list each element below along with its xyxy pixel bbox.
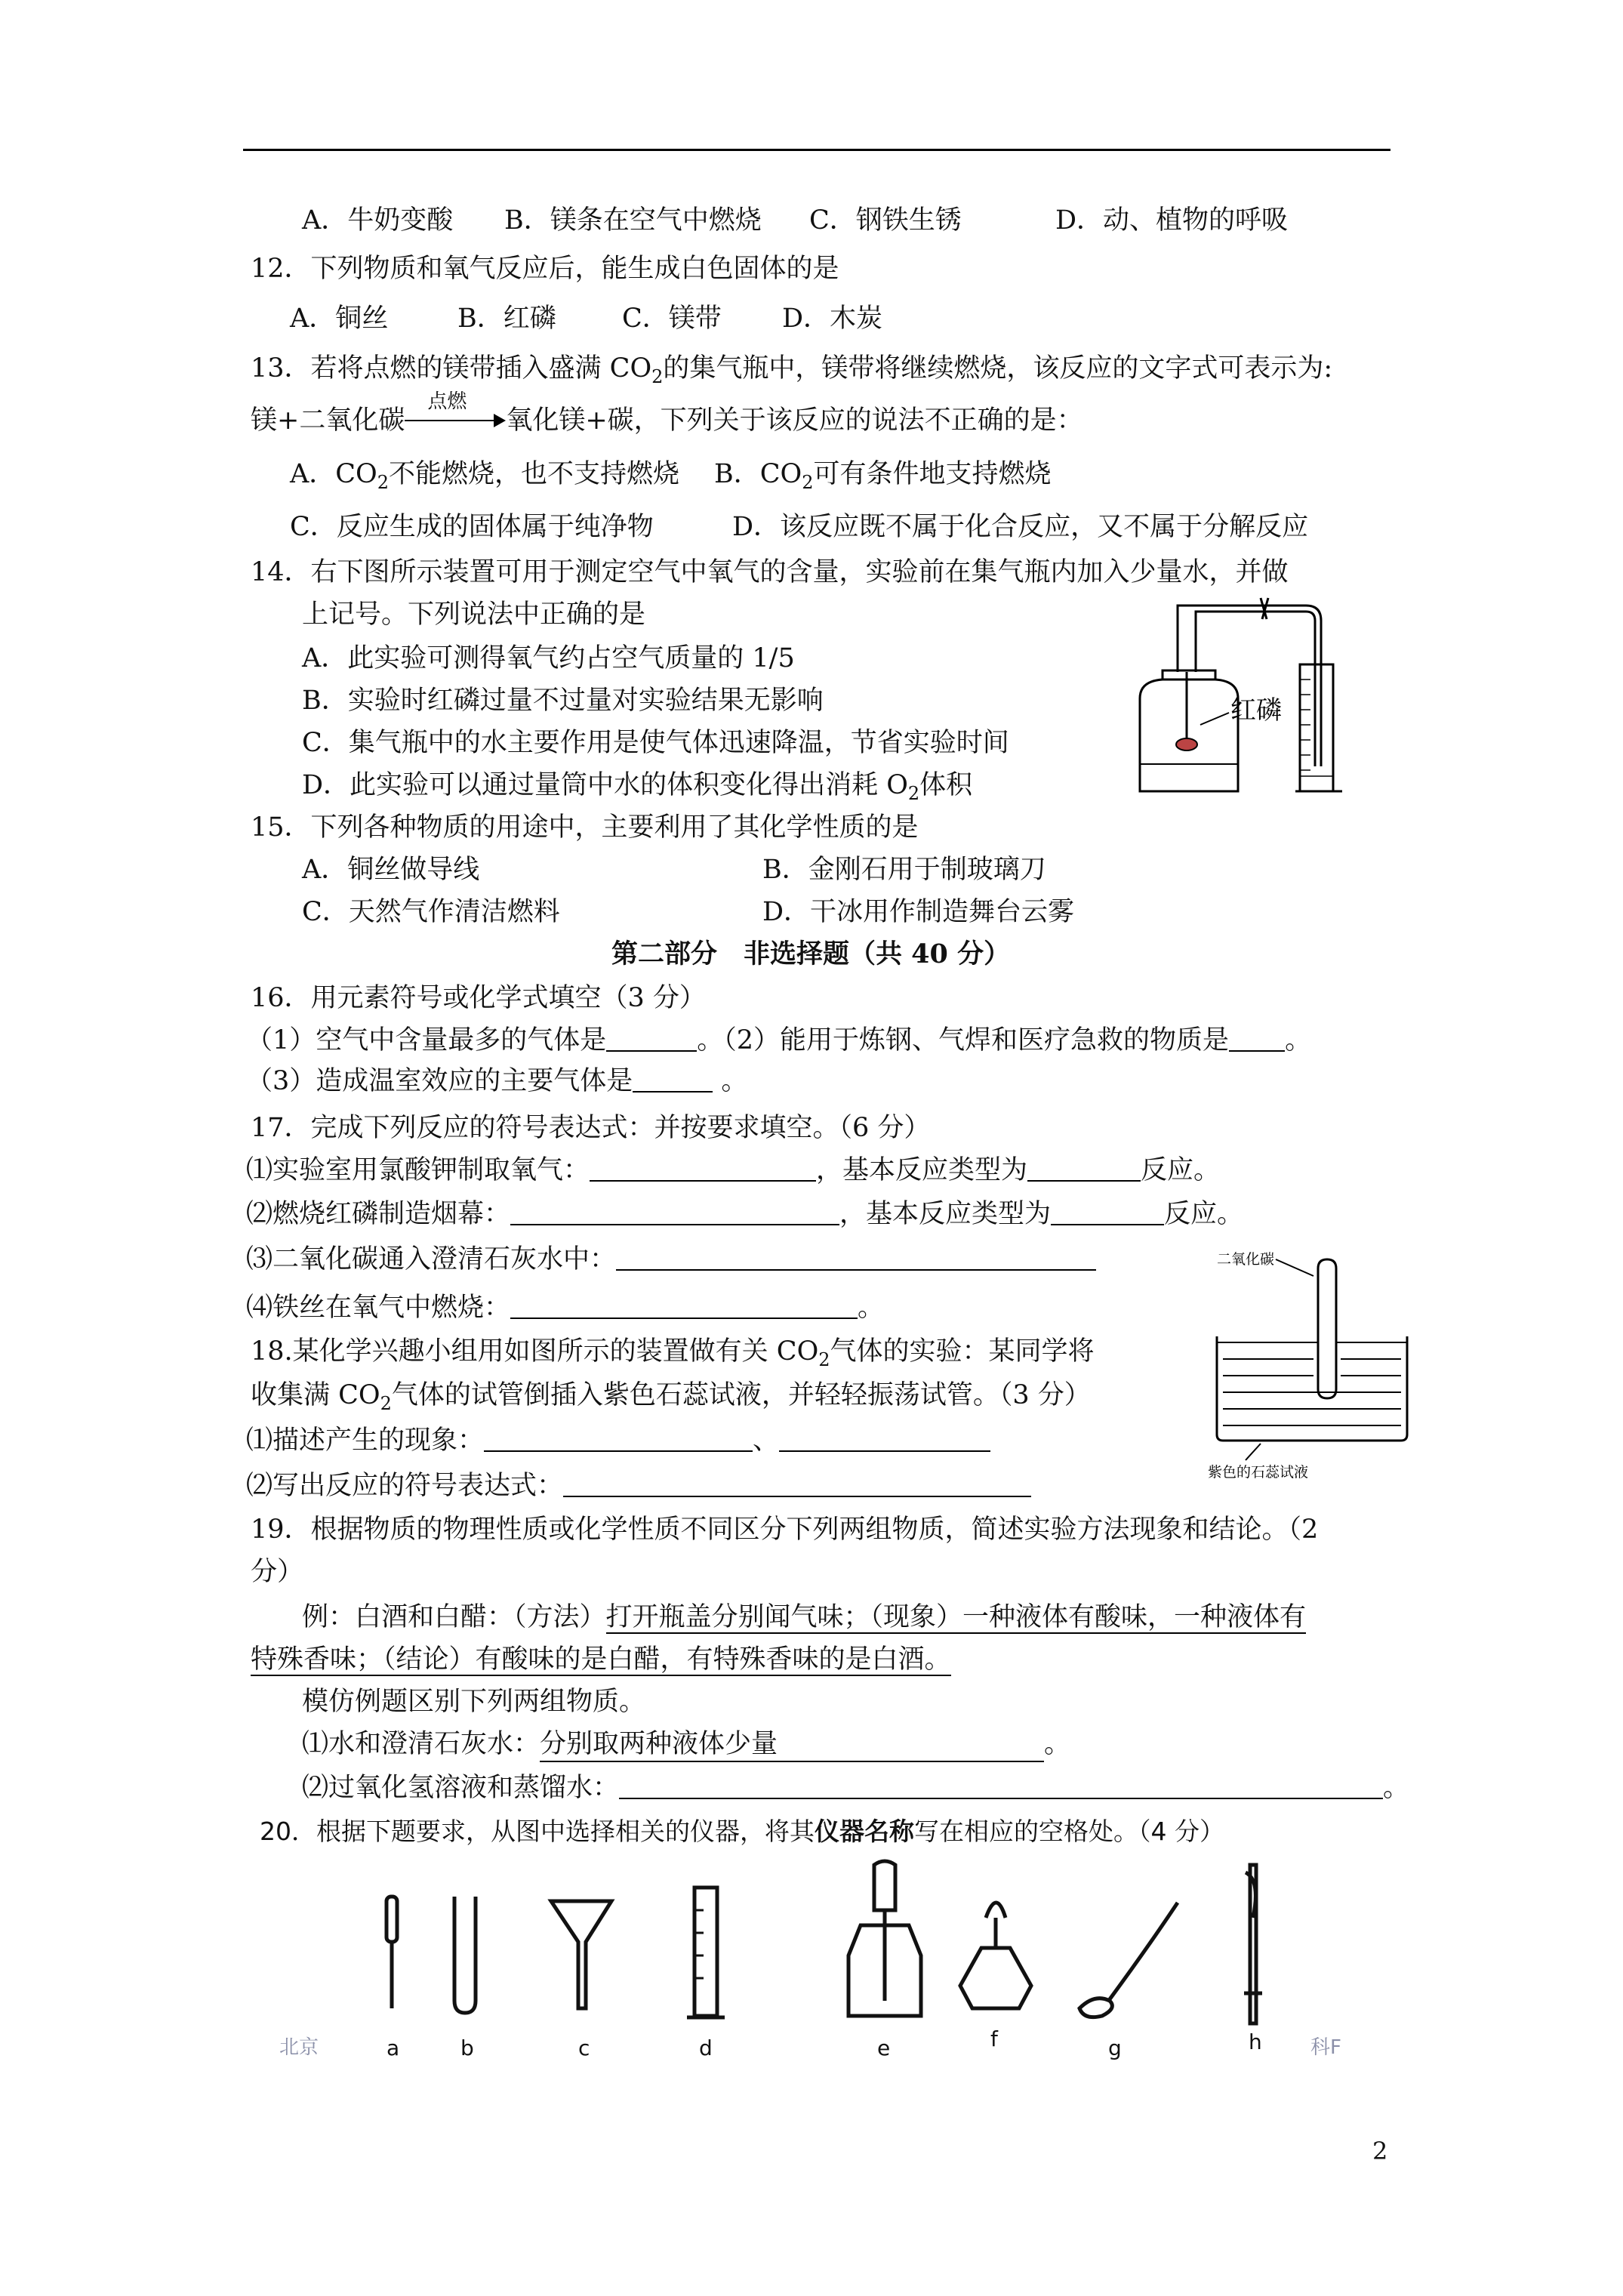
q18-answer-blank-1[interactable] (484, 1425, 753, 1452)
q14-stem-line1: 14．右下图所示装置可用于测定空气中氧气的含量，实验前在集气瓶内加入少量水，并做 (251, 557, 1289, 587)
q12-option-b: B．红磷 (457, 304, 556, 334)
reaction-arrow: 点燃 (405, 403, 506, 433)
q17-answer-blank-2[interactable] (1027, 1154, 1141, 1182)
q18-line1: ⑴描述产生的现象： 、 (246, 1424, 990, 1457)
q13-option-a: A．$CO_2$不能燃烧，也不支持燃烧 (290, 459, 680, 493)
q13-option-c: C．反应生成的固体属于纯净物 (290, 512, 654, 542)
q13-equation: 镁+二氧化碳 点燃 氧化镁+碳，下列关于该反应的说法不正确的是： (251, 390, 1083, 436)
q17-line2: ⑵燃烧红磷制造烟幕： ，基本反应类型为 反应。 (246, 1199, 1244, 1229)
q12-option-d: D．木炭 (782, 304, 883, 334)
q17-line1: ⑴实验室用氯酸钾制取氧气： ，基本反应类型为 反应。 (246, 1155, 1221, 1185)
q17-answer-blank-6[interactable] (510, 1292, 858, 1319)
instrument-label-e: e (877, 2036, 891, 2060)
q16-stem: 16．用元素符号或化学式填空（3 分） (251, 983, 706, 1013)
instrument-label-f: f (990, 2026, 998, 2051)
q13-stem: 13．若将点燃的镁带插入盛满 $CO_2$的集气瓶中，镁带将继续燃烧，该反应的文字式可表示为: (251, 353, 1333, 387)
q11-option-a: A．牛奶变酸 (302, 205, 454, 236)
q18-stem-line1: 18.某化学兴趣小组用如图所示的装置做有关 $CO_2$气体的实验：某同学将 (251, 1336, 1095, 1370)
instrument-label-b: b (460, 2036, 474, 2060)
q18-line2: ⑵写出反应的符号表达式： (246, 1469, 1031, 1502)
q19-example-line1: 例：白酒和白醋：（方法）打开瓶盖分别闻气味；（现象）一种液体有酸味，一种液体有 (302, 1602, 1307, 1632)
q11-option-c: C．钢铁生锈 (809, 205, 962, 236)
instrument-label-g: g (1108, 2036, 1122, 2060)
instrument-label-h: h (1249, 2029, 1262, 2054)
q15-option-d: D．干冰用作制造舞台云雾 (762, 897, 1075, 927)
q19-answer-blank-2[interactable] (619, 1772, 1383, 1799)
watermark-left: 北京 (279, 2036, 319, 2059)
lab-instruments-figure (242, 1857, 1419, 2061)
q16-answer-blank-2[interactable] (1229, 1025, 1285, 1052)
q18-stem-line2: 收集满 $CO_2$气体的试管倒插入紫色石蕊试液，并轻轻振荡试管。（3 分） (251, 1380, 1091, 1414)
q13-option-d: D．该反应既不属于化合反应，又不属于分解反应 (732, 512, 1309, 542)
q17-answer-blank-4[interactable] (1051, 1198, 1164, 1225)
q14-option-c: C．集气瓶中的水主要作用是使气体迅速降温，节省实验时间 (302, 728, 1009, 758)
q16-line1: （1）空气中含量最多的气体是 。（2）能用于炼钢、气焊和医疗急救的物质是 。 (246, 1025, 1312, 1056)
q19-group2: ⑵过氧化氢溶液和蒸馏水： 。 (302, 1773, 1410, 1803)
q16-answer-blank-1[interactable] (606, 1025, 697, 1052)
instrument-label-d: d (699, 2036, 713, 2060)
page-number: 2 (1372, 2137, 1388, 2165)
litmus-label: 紫色的石蕊试液 (1208, 1464, 1309, 1480)
q12-option-c: C．镁带 (622, 304, 722, 334)
q18-answer-blank-2[interactable] (779, 1425, 990, 1452)
q15-option-b: B．金刚石用于制玻璃刀 (762, 855, 1046, 885)
q17-line4: ⑷铁丝在氧气中燃烧： 。 (246, 1293, 885, 1323)
q15-option-a: A．铜丝做导线 (302, 855, 480, 885)
q19-stem-line2: 分） (251, 1557, 304, 1587)
q19-example-line2: 特殊香味；（结论）有酸味的是白醋，有特殊香味的是白酒。 (251, 1644, 951, 1675)
q12-stem: 12．下列物质和氧气反应后，能生成白色固体的是 (251, 254, 839, 284)
q15-stem: 15．下列各种物质的用途中，主要利用了其化学性质的是 (251, 812, 919, 843)
q19-group1: ⑴水和澄清石灰水：分别取两种液体少量 。 (302, 1727, 1070, 1762)
q19-imitate: 模仿例题区别下列两组物质。 (302, 1687, 646, 1717)
q14-option-a: A．此实验可测得氧气约占空气质量的 1/5 (302, 643, 795, 673)
instrument-label-c: c (578, 2036, 590, 2060)
q20-stem: 20．根据下题要求，从图中选择相关的仪器，将其仪器名称写在相应的空格处。（4 分） (260, 1817, 1224, 1846)
q14-option-d: D．此实验可以通过量筒中水的体积变化得出消耗 $O_2$体积 (302, 770, 973, 804)
q11-option-d: D．动、植物的呼吸 (1055, 205, 1289, 236)
instrument-label-a: a (387, 2036, 400, 2060)
q13-option-b: B．$CO_2$可有条件地支持燃烧 (714, 459, 1052, 493)
q14-stem-line2: 上记号。下列说法中正确的是 (302, 599, 646, 630)
co2-litmus-beaker-figure (1200, 1246, 1427, 1480)
q17-stem: 17．完成下列反应的符号表达式：并按要求填空。（6 分） (251, 1113, 931, 1143)
part2-title: 第二部分 非选择题（共 40 分） (611, 938, 1011, 969)
q17-answer-blank-1[interactable] (590, 1154, 816, 1182)
q11-option-b: B．镁条在空气中燃烧 (504, 205, 762, 236)
q15-option-c: C．天然气作清洁燃料 (302, 897, 560, 927)
q19-answer-blank-1[interactable]: 分别取两种液体少量 (540, 1727, 1044, 1762)
red-phosphorus-label: 红磷 (1230, 695, 1282, 726)
q14-option-b: B．实验时红磷过量不过量对实验结果无影响 (302, 686, 824, 716)
watermark-right: 科F (1310, 2036, 1341, 2059)
q16-line2: （3）造成温室效应的主要气体是 。 (246, 1066, 748, 1096)
oxygen-measurement-apparatus-figure (1117, 596, 1374, 800)
q17-line3: ⑶二氧化碳通入澄清石灰水中： (246, 1243, 1096, 1276)
q18-answer-blank-3[interactable] (563, 1470, 1031, 1497)
q16-answer-blank-3[interactable] (633, 1065, 713, 1093)
q17-answer-blank-5[interactable] (616, 1244, 1096, 1271)
co2-label: 二氧化碳 (1217, 1251, 1275, 1268)
header-rule (243, 149, 1390, 151)
q12-option-a: A．铜丝 (290, 304, 389, 334)
q19-stem-line1: 19．根据物质的物理性质或化学性质不同区分下列两组物质，简述实验方法现象和结论。（2 (251, 1515, 1319, 1545)
q17-answer-blank-3[interactable] (510, 1198, 839, 1225)
